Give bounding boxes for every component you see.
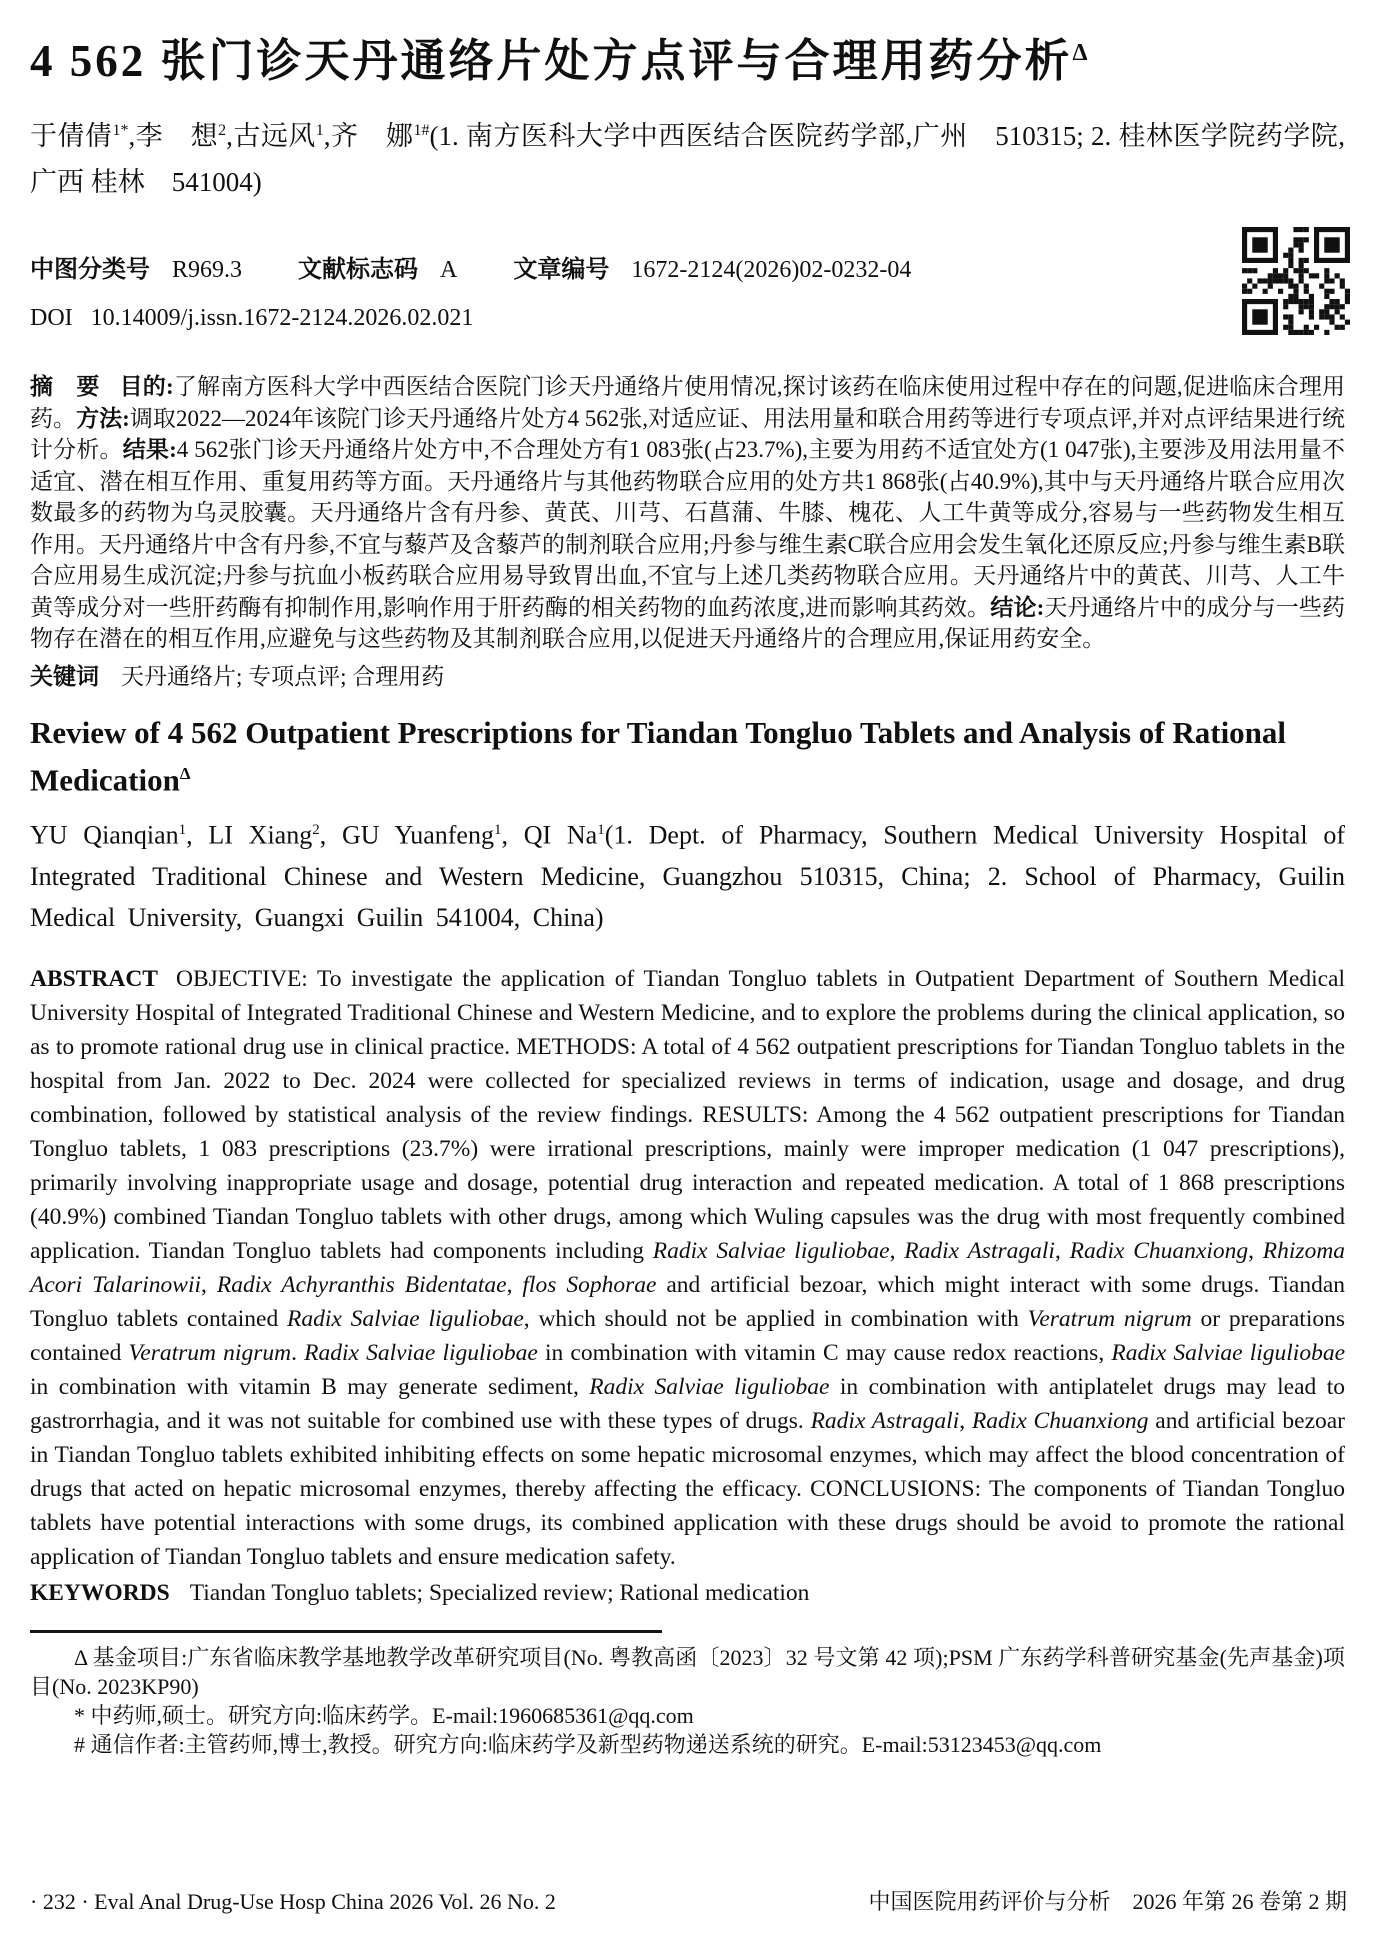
footnote-first-author: * 中药师,硕士。研究方向:临床药学。E-mail:1960685361@qq.com bbox=[74, 1702, 694, 1728]
abstract-en bbox=[30, 962, 1345, 1574]
article-title-en-text: Review of 4 562 Outpatient Prescriptions for Tiandan Tongluo Tablets and Analysis of Rational Medication bbox=[30, 715, 1287, 798]
doi-row bbox=[30, 303, 1345, 333]
authors-en: YU Qianqian$^1$, LI Xiang$^2$, GU Yuanfeng$^1$, QI Na$^1$(1. Dept. of Pharmacy, Southern Medical University Hospital of Integrated Traditional Chinese and Western Medicine, Guangzhou 510315, China; 2. School of Pharmacy, Guilin Medical University, Guangxi Guilin 541004, China) bbox=[30, 820, 1345, 932]
clc-value: R969.3 bbox=[172, 257, 243, 283]
title-footnote-marker: Δ bbox=[1072, 40, 1091, 66]
footer-left-journal-en: · 232 · Eval Anal Drug-Use Hosp China 2026 Vol. 26 No. 2 bbox=[30, 1889, 556, 1914]
keywords-cn-text: 天丹通络片; 专项点评; 合理用药 bbox=[121, 663, 445, 689]
abstract-cn-label: 摘 要 bbox=[30, 373, 100, 399]
abstract-cn bbox=[30, 371, 1345, 655]
abstract-en-text: OBJECTIVE: To investigate the application of Tiandan Tongluo tablets in Outpatient Department of Southern Medical University Hospital of Integrated Traditional Chinese and Western Medicine, and to explore the problems during the clinical application, so as to promote rational drug use in clinical practice. METHODS: A total of 4 562 outpatient prescriptions for Tiandan Tongluo tablets in the hospital from Jan. 2022 to Dec. 2024 were collected for specialized reviews in terms of indication, usage and dosage, and drug combination, followed by statistical analysis of the review findings. RESULTS: Among the 4 562 outpatient prescriptions for Tiandan Tongluo tablets, 1 083 prescriptions (23.7%) were irrational prescriptions, mainly were improper medication (1 047 prescriptions), primarily involving inappropriate usage and dosage, potential drug interaction and repeated medication. A total of 1 868 prescriptions (40.9%) combined Tiandan Tongluo tablets with other drugs, among which Wuling capsules was the drug with most frequently combined application. Tiandan Tongluo tablets had components including Radix Salviae liguliobae, Radix Astragali, Radix Chuanxiong, Rhizoma Acori Talarinowii, Radix Achyranthis Bidentatae, flos Sophorae and artificial bezoar, which might interact with some drugs. Tiandan Tongluo tablets contained Radix Salviae liguliobae, which should not be applied in combination with Veratrum nigrum or preparations contained Veratrum nigrum. Radix Salviae liguliobae in combination with vitamin C may cause redox reactions, Radix Salviae liguliobae in combination with vitamin B may generate sediment, Radix Salviae liguliobae in combination with antiplatelet drugs may lead to gastrorrhagia, and it was not suitable for combined use with these types of drugs. Radix Astragali, Radix Chuanxiong and artificial bezoar in Tiandan Tongluo tablets exhibited inhibiting effects on some hepatic microsomal enzymes, which may affect the blood concentration of drugs that acted on hepatic microsomal enzymes, thereby affecting the efficacy. CONCLUSIONS: The components of Tiandan Tongluo tablets have potential interactions with some drugs, its combined application with these drugs should be avoid to promote the rational application of Tiandan Tongluo tablets and ensure medication safety. bbox=[30, 965, 1346, 1570]
article-title-cn bbox=[30, 22, 1345, 92]
article-no-value: 1672-2124(2026)02-0232-04 bbox=[631, 257, 912, 283]
authors-cn: 于倩倩$^{1*}$,李 想$^2$,古远风$^1$,齐 娜$^{1\#}$(1. 南方医科大学中西医结合医院药学部,广州 510315; 2. 桂林医学院药学院,广西 桂林 541004) bbox=[30, 121, 1346, 197]
doi-value: 10.14009/j.issn.1672-2124.2026.02.021 bbox=[90, 305, 474, 331]
title-en-footnote-marker: Δ bbox=[179, 764, 191, 783]
page-footer bbox=[30, 1888, 1347, 1916]
footnote-divider bbox=[30, 1630, 662, 1633]
footer-right-journal-cn: 中国医院用药评价与分析 2026 年第 26 卷第 2 期 bbox=[868, 1889, 1347, 1914]
keywords-en-text: Tiandan Tongluo tablets; Specialized review; Rational medication bbox=[189, 1579, 810, 1606]
clc-label: 中图分类号 bbox=[30, 256, 150, 283]
abstract-en-label: ABSTRACT bbox=[30, 965, 158, 992]
doi-label: DOI bbox=[30, 305, 73, 331]
doc-code-value: A bbox=[440, 257, 458, 283]
article-title-en bbox=[30, 712, 1345, 800]
article-no-label: 文章编号 bbox=[513, 256, 610, 283]
abstract-cn-text: 目的:了解南方医科大学中西医结合医院门诊天丹通络片使用情况,探讨该药在临床使用过程中存在的问题,促进临床合理用药。方法:调取2022—2024年该院门诊天丹通络片处方4 562张,对适应证、用法用量和联合用药等进行专项点评,并对点评结果进行统计分析。结果:4 562张门诊天丹通络片处方中,不合理处方有1 083张(占23.7%),主要为用药不适宜处方(1 047张),主要涉及用法用量不适宜、潜在相互作用、重复用药等方面。天丹通络片与其他药物联合应用的处方共1 868张(占40.9%),其中与天丹通络片联合应用次数最多的药物为乌灵胶囊。天丹通络片含有丹参、黄芪、川芎、石菖蒲、牛膝、槐花、人工牛黄等成分,容易与一些药物发生相互作用。天丹通络片中含有丹参,不宜与藜芦及含藜芦的制剂联合应用;丹参与维生素C联合应用会发生氧化还原反应;丹参与维生素B联合应用易生成沉淀;丹参与抗血小板药联合应用易导致胃出血,不宜与上述几类药物联合应用。天丹通络片中的黄芪、川芎、人工牛黄等成分对一些肝药酶有抑制作用,影响作用于肝药酶的相关药物的血药浓度,进而影响其药效。结论:天丹通络片中的成分与一些药物存在潜在的相互作用,应避免与这些药物及其制剂联合应用,以促进天丹通络片的合理应用,保证用药安全。 bbox=[30, 374, 1346, 651]
keywords-cn bbox=[30, 661, 1345, 693]
article-title-cn-text: 4 562 张门诊天丹通络片处方点评与合理用药分析 bbox=[30, 36, 1073, 86]
footnote-funding: Δ 基金项目:广东省临床教学基地教学改革研究项目(No. 粤教高函〔2023〕32 号文第 42 项);PSM 广东药学科普研究基金(先声基金)项目(No. 2023KP90) bbox=[30, 1644, 1345, 1699]
qr-code-icon bbox=[1242, 227, 1350, 335]
keywords-en-label: KEYWORDS bbox=[30, 1579, 170, 1606]
footnotes bbox=[30, 1643, 1345, 1759]
doc-code-label: 文献标志码 bbox=[298, 256, 419, 283]
keywords-en bbox=[30, 1576, 1345, 1610]
footnote-corresponding-author: # 通信作者:主管药师,博士,教授。研究方向:临床药学及新型药物递送系统的研究。E-mail:53123453@qq.com bbox=[74, 1731, 1102, 1757]
meta-row bbox=[30, 255, 1345, 285]
keywords-cn-label: 关键词 bbox=[30, 662, 99, 689]
